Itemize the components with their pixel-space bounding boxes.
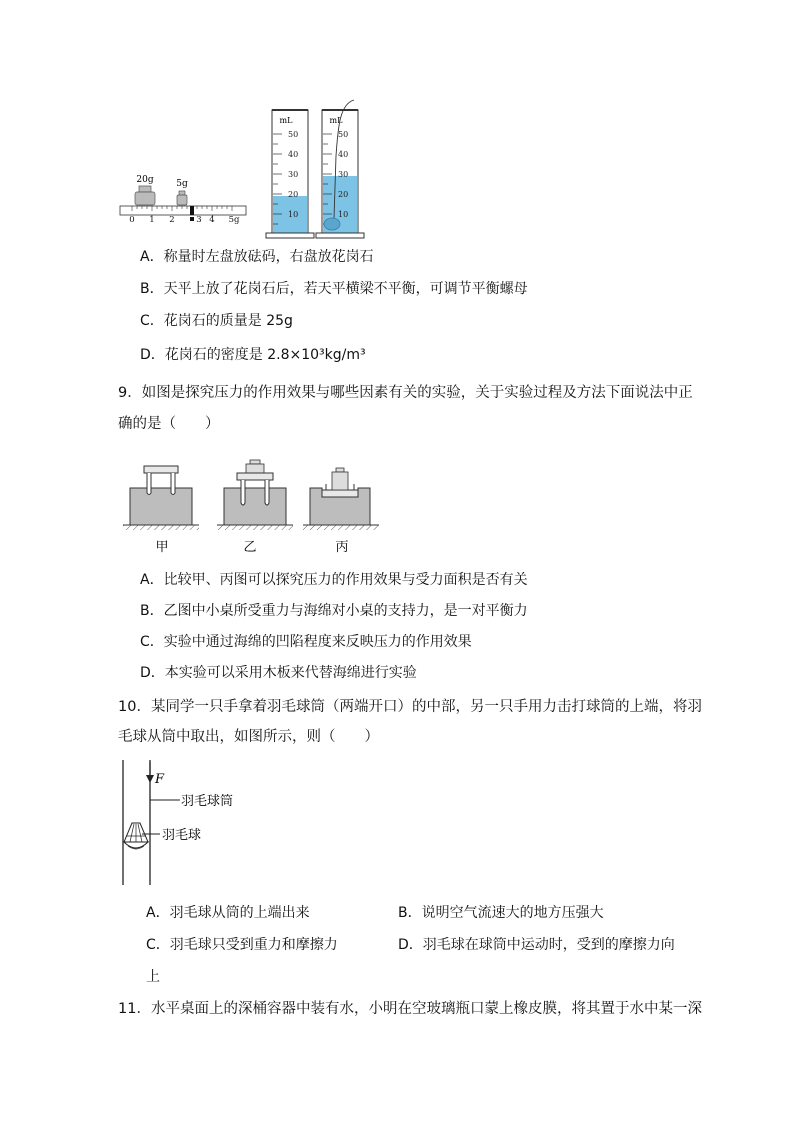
cylinder-left	[266, 110, 314, 238]
scale-tick-5: 5g	[228, 215, 240, 225]
force-label: F	[155, 772, 165, 787]
tube-label: 羽毛球筒	[181, 794, 234, 809]
cyl-right-tick-10: 10	[338, 210, 349, 219]
q9-option-a: A．比较甲、丙图可以探究压力的作用效果与受力面积是否有关	[140, 572, 528, 588]
scale-tick-1: 1	[149, 215, 155, 225]
q10-option-d-continued: 上	[146, 969, 160, 985]
cyl-left-tick-30: 30	[288, 170, 299, 179]
cyl-left-tick-20: 20	[288, 190, 299, 199]
q8-option-d: D．花岗石的密度是 2.8×10³kg/m³	[140, 347, 366, 363]
q9-option-d: D．本实验可以采用木板来代替海绵进行实验	[140, 665, 417, 681]
label-bing: 丙	[335, 540, 349, 555]
scale-tick-0: 0	[129, 215, 135, 225]
scale-tick-3: 3	[196, 215, 202, 225]
cyl-left-tick-10: 10	[288, 210, 299, 219]
cylinder-right	[316, 100, 364, 238]
shuttlecock	[124, 823, 148, 849]
setup-jia	[123, 466, 199, 530]
unit-label-left: mL	[279, 116, 293, 125]
cyl-left-tick-40: 40	[288, 150, 299, 159]
cyl-right-tick-20: 20	[338, 190, 349, 199]
q10-option-a: A．羽毛球从筒的上端出来	[146, 905, 310, 921]
q10-option-c: C．羽毛球只受到重力和摩擦力	[146, 937, 338, 953]
cyl-right-tick-50: 50	[338, 130, 349, 139]
q9-option-c: C．实验中通过海绵的凹陷程度来反映压力的作用效果	[140, 634, 472, 650]
q10-option-b: B．说明空气流速大的地方压强大	[398, 905, 604, 921]
cyl-right-tick-40: 40	[338, 150, 349, 159]
q8-option-b: B．天平上放了花岗石后，若天平横梁不平衡，可调节平衡螺母	[140, 281, 528, 297]
cyl-right-tick-30: 30	[338, 170, 349, 179]
scale-tick-4: 4	[209, 215, 215, 225]
pressure-experiment-figure	[120, 458, 390, 558]
shuttlecock-label: 羽毛球	[162, 828, 202, 843]
q8-option-a: A．称量时左盘放砝码，右盘放花岗石	[140, 249, 374, 265]
weight-20g	[139, 186, 151, 192]
scale-tick-2: 2	[169, 215, 175, 225]
unit-label-right: mL	[329, 116, 343, 125]
label-yi: 乙	[243, 540, 257, 555]
setup-bing	[303, 468, 379, 530]
setup-yi	[217, 460, 293, 530]
rider	[190, 206, 194, 215]
badminton-tube-figure	[115, 760, 255, 888]
cyl-left-tick-50: 50	[288, 130, 299, 139]
q10-option-d: D．羽毛球在球筒中运动时，受到的摩擦力向	[398, 937, 675, 953]
q10-stem-line2: 毛球从筒中取出，如图所示，则（ ）	[118, 729, 379, 745]
q10-stem-line1: 10．某同学一只手拿着羽毛球筒（两端开口）的中部，另一只手用力击打球筒的上端，将羽	[118, 699, 702, 715]
q8-option-c: C．花岗石的质量是 25g	[140, 313, 293, 329]
weight-5g	[179, 191, 185, 195]
granite-stone	[324, 218, 340, 230]
weight-20g-label: 20g	[136, 175, 154, 185]
weight-5g-label: 5g	[176, 179, 188, 189]
q11-stem-line1: 11．水平桌面上的深桶容器中装有水，小明在空玻璃瓶口蒙上橡皮膜，将其置于水中某一深	[118, 1001, 702, 1017]
q9-stem-line1: 9．如图是探究压力的作用效果与哪些因素有关的实验，关于实验过程及方法下面说法中正	[118, 385, 693, 401]
balance-scale-figure	[115, 170, 250, 230]
q9-stem-line2: 确的是（ ）	[118, 416, 220, 432]
q9-option-b: B．乙图中小桌所受重力与海绵对小桌的支持力，是一对平衡力	[140, 603, 528, 619]
label-jia: 甲	[155, 540, 169, 555]
graduated-cylinders-figure	[262, 96, 372, 242]
